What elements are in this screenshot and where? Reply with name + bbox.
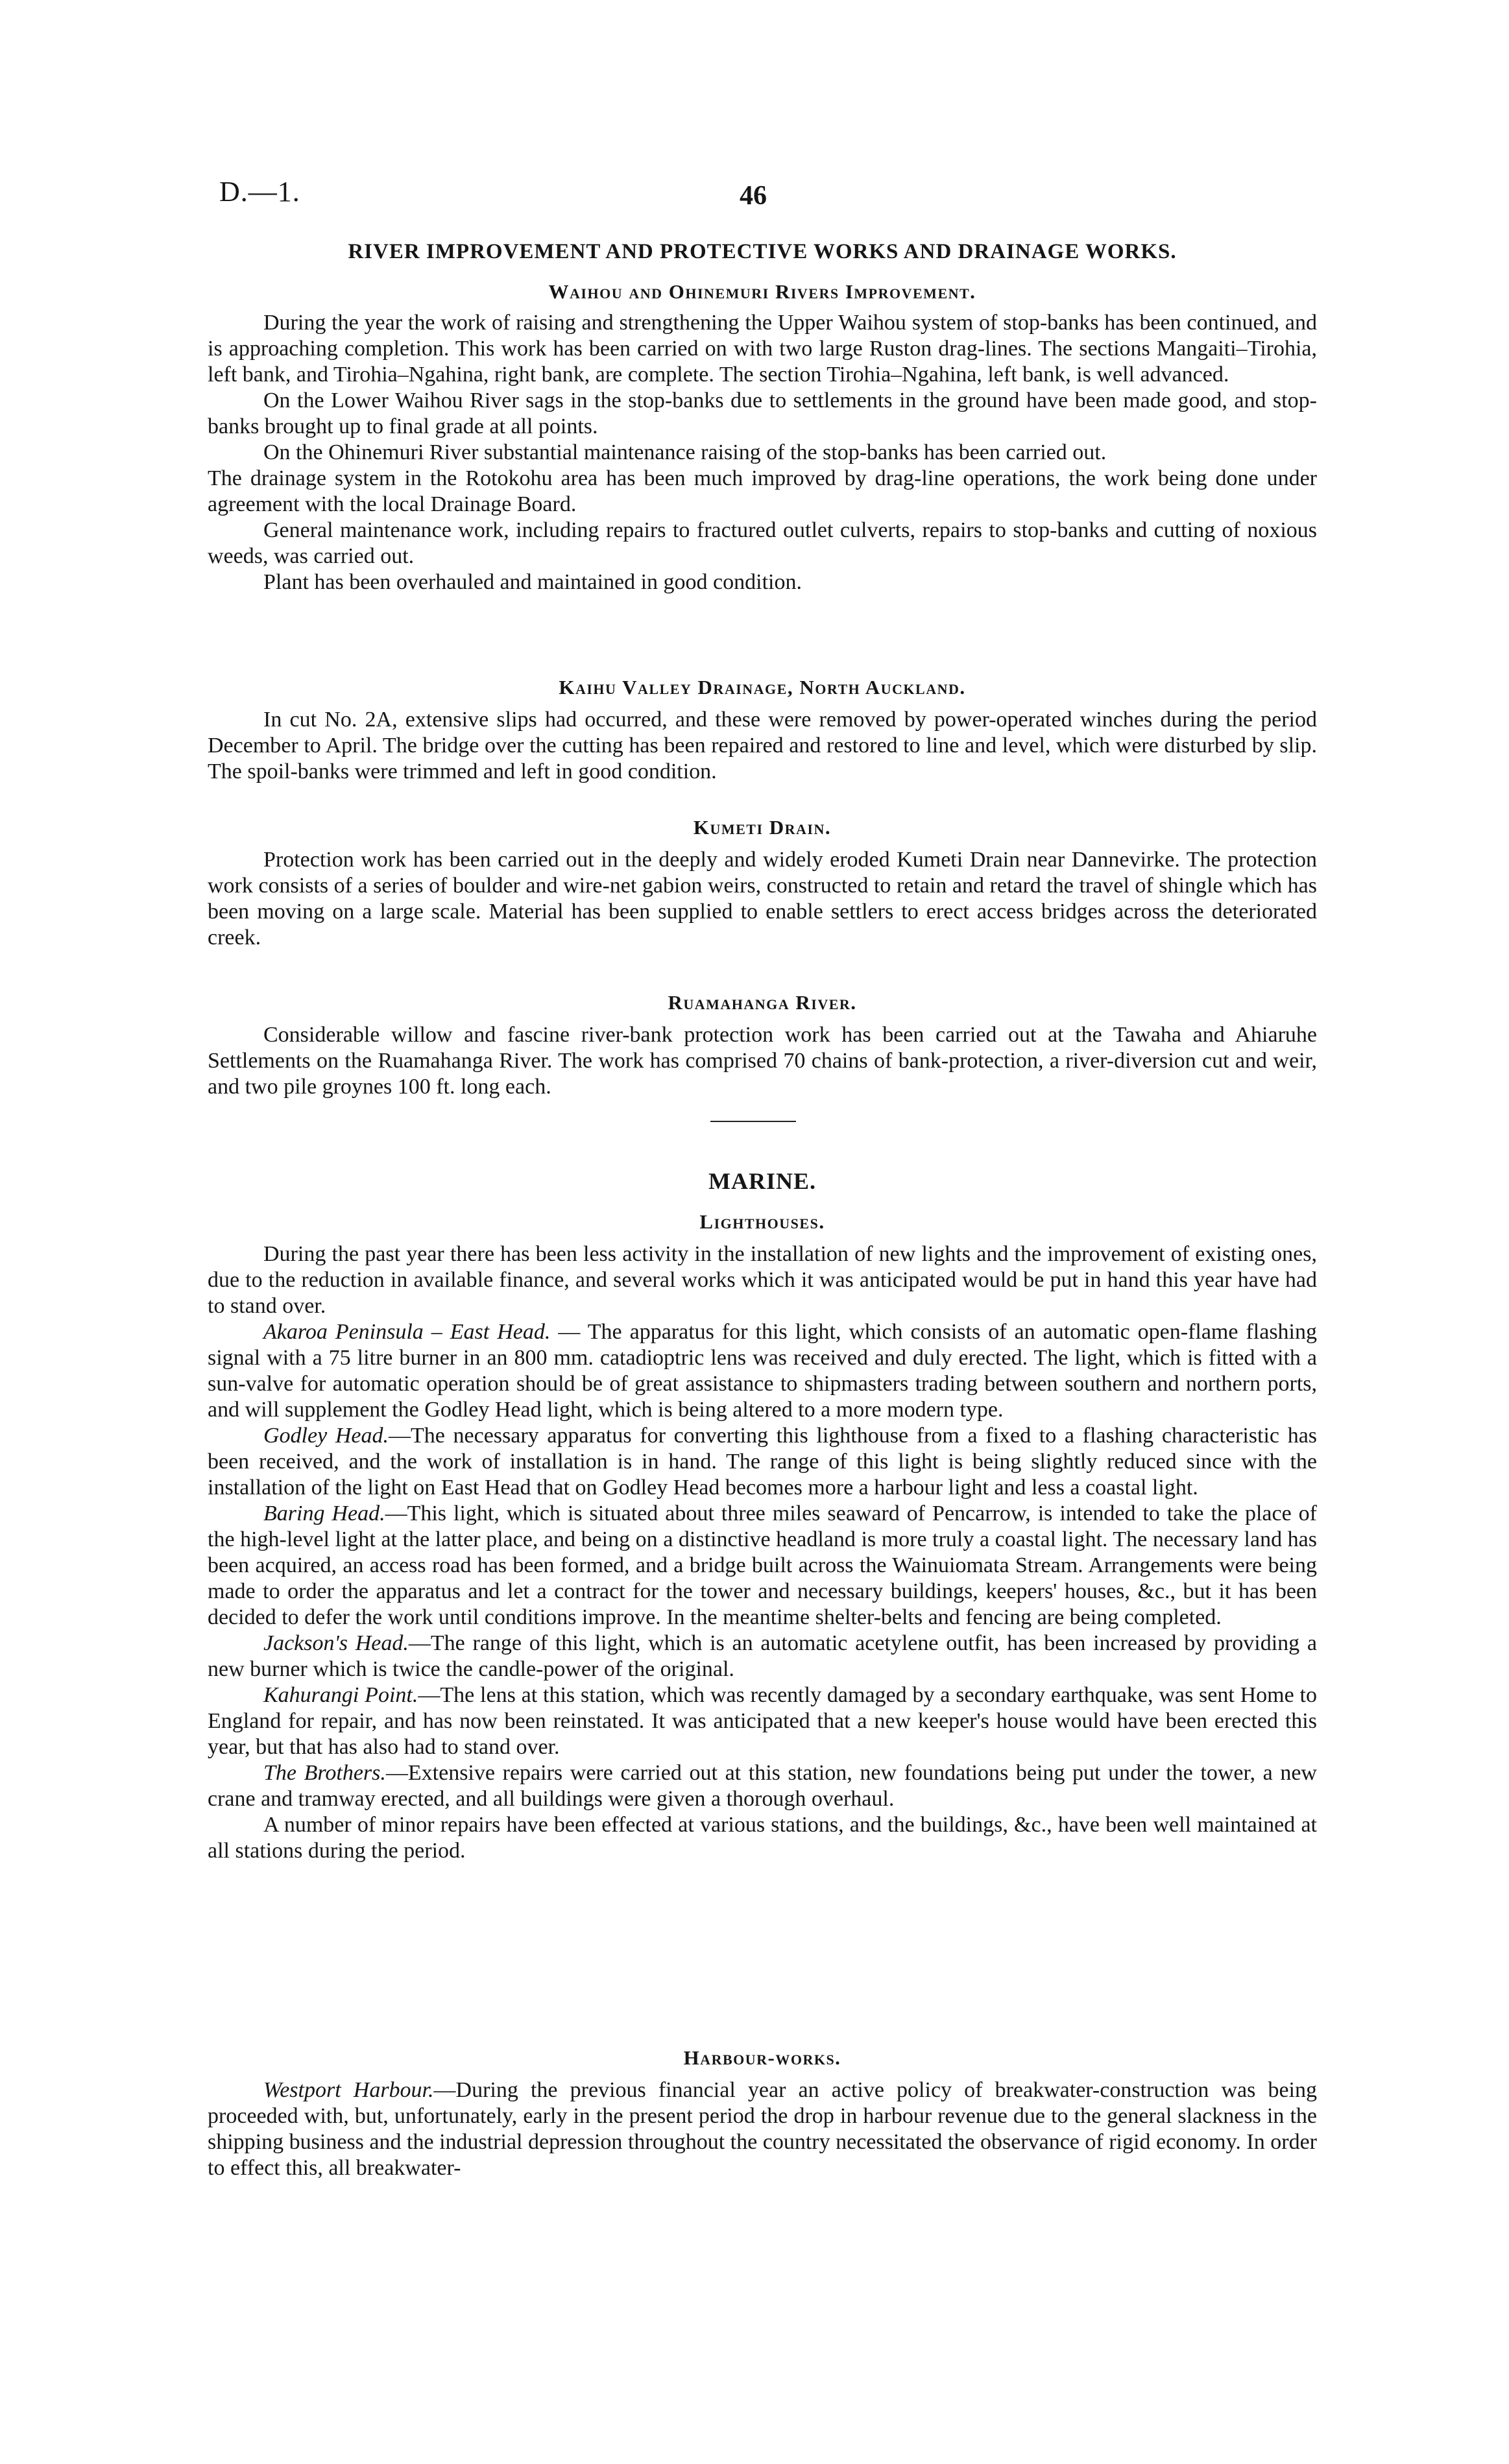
entry-text: —This light, which is situated about three miles seaward of Pencarrow, is intended to take the place of the high-level light at the latter place, and being on a distinctive headland is more truly a coastal light. The necessary land has been acquired, an access road has been formed, and a bridge built across the Wainuiomata Stream. Arrangements were being made to order the apparatus and let a contract for the tower and necessary buildings, keepers' houses, &c., but it has been decided to defer the work until conditions improve. In the meantime shelter-belts and fencing are being completed. xyxy=(208,1501,1318,1629)
entry-text: —The range of this light, which is an automatic acetylene outfit, has been increased by providing a new burner which is twice the candle-power of the original. xyxy=(208,1631,1318,1681)
paragraph: General maintenance work, including repairs to fractured outlet culverts, repairs to stop-banks and cutting of noxious weeds, was carried out. xyxy=(208,518,1317,568)
subheading-ruamahanga: Ruamahanga River. xyxy=(668,991,857,1014)
river-section-title-block xyxy=(208,240,1317,264)
kaihu-block xyxy=(208,676,1317,785)
paragraph: The drainage system in the Rotokohu area has been much improved by drag-line operations, the work being done under agreement with the local Drainage Board. xyxy=(208,466,1317,516)
document-reference: D.—1. xyxy=(219,176,300,208)
paragraph: On the Lower Waihou River sags in the stop-banks due to settlements in the ground have been made good, and stop-banks brought up to final grade at all points. xyxy=(208,389,1317,438)
lighthouse-entry xyxy=(208,1423,1317,1501)
subheading-lighthouses: Lighthouses. xyxy=(699,1210,825,1233)
paragraph: A number of minor repairs have been effected at various stations, and the buildings, &c., have been well maintained at all stations during the period. xyxy=(208,1813,1317,1863)
lighthouse-entry xyxy=(208,1760,1317,1812)
entry-label: Kahurangi Point. xyxy=(263,1683,418,1707)
entry-label: Akaroa Peninsula – East Head. xyxy=(263,1320,551,1344)
entry-text: —During the previous financial year an active policy of breakwater-construction was being proceeded with, but, unfortunately, early in the present period the drop in harbour revenue due to the general slackness in the shipping business and the industrial depression throughout the country necessitated the observance of rigid economy. In order to effect this, all breakwater- xyxy=(208,2078,1317,2180)
entry-text: —Extensive repairs were carried out at this station, new foundations being put under the tower, a new crane and tramway erected, and all buildings were given a thorough overhaul. xyxy=(208,1761,1317,1811)
harbour-entry xyxy=(208,2077,1317,2181)
subheading-waihou: Waihou and Ohinemuri Rivers Improvement. xyxy=(548,280,976,303)
paragraph: During the year the work of raising and strengthening the Upper Waihou system of stop-banks has been continued, and is approaching completion. This work has been carried on with two large Ruston drag-lines. The sections Mangaiti–Tirohia, left bank, and Tirohia–Ngahina, right bank, are complete. The section Tirohia–Ngahina, left bank, is well advanced. xyxy=(208,311,1317,387)
paragraph: On the Ohinemuri River substantial maintenance raising of the stop-banks has been carried out. xyxy=(263,440,1107,464)
entry-label: Jackson's Head. xyxy=(263,1631,409,1655)
paragraph: Considerable willow and fascine river-bank protection work has been carried out at the Tawaha and Ahiaruhe Settlements on the Ruamahanga River. The work has comprised 70 chains of bank-protection, a river-diversion cut and weir, and two pile groynes 100 ft. long each. xyxy=(208,1023,1317,1099)
subheading-kaihu: Kaihu Valley Drainage, North Auckland. xyxy=(559,676,966,699)
section-divider xyxy=(710,1121,796,1122)
entry-label: Baring Head. xyxy=(263,1501,385,1525)
paragraph: Plant has been overhauled and maintained in good condition. xyxy=(263,570,802,594)
paragraph: During the past year there has been less activity in the installation of new lights and the improvement of existing ones, due to the reduction in available finance, and several works which it was anticipated would be put in hand this year have had to stand over. xyxy=(208,1242,1317,1318)
entry-label: Godley Head. xyxy=(263,1424,389,1448)
lighthouse-entry xyxy=(208,1682,1317,1760)
page-number: 46 xyxy=(740,181,767,211)
lighthouse-entry xyxy=(208,1501,1317,1631)
entry-label: The Brothers. xyxy=(263,1761,386,1785)
subheading-kumeti: Kumeti Drain. xyxy=(693,816,832,839)
ruamahanga-block xyxy=(208,991,1317,1100)
entry-label: Westport Harbour. xyxy=(263,2078,434,2102)
marine-title-block xyxy=(208,1167,1317,1195)
paragraph: Protection work has been carried out in the deeply and widely eroded Kumeti Drain near Dannevirke. The protection work consists of a series of boulder and wire-net gabion weirs, constructed to retain and retard the travel of shingle which has been moving on a large scale. Material has been supplied to enable settlers to erect access bridges across the deteriorated creek. xyxy=(208,848,1317,950)
entry-text: —The lens at this station, which was recently damaged by a secondary earthquake, was sent Home to England for repair, and has now been reinstated. It was anticipated that a new keeper's house would have been erected this year, but that has also had to stand over. xyxy=(208,1683,1317,1759)
section-title-river: RIVER IMPROVEMENT AND PROTECTIVE WORKS AND DRAINAGE WORKS. xyxy=(348,240,1177,263)
section-title-marine: MARINE. xyxy=(708,1168,816,1194)
kumeti-block xyxy=(208,816,1317,951)
lighthouses-block xyxy=(208,1210,1317,1864)
waihou-block xyxy=(208,280,1317,595)
lighthouse-entry xyxy=(208,1319,1317,1423)
paragraph: In cut No. 2A, extensive slips had occurred, and these were removed by power-operated winches during the period December to April. The bridge over the cutting has been repaired and restored to line and level, which were disturbed by slip. The spoil-banks were trimmed and left in good condition. xyxy=(208,708,1317,783)
lighthouse-entry xyxy=(208,1631,1317,1682)
entry-text: — The apparatus for this light, which consists of an automatic open-flame flashing signal with a 75 litre burner in an 800 mm. catadioptric lens was received and duly erected. The light, which is fitted with a sun-valve for automatic operation should be of great assistance to shipmasters trading between southern and northern ports, and will supplement the Godley Head light, which is being altered to a more modern type. xyxy=(208,1320,1317,1422)
subheading-harbour: Harbour-works. xyxy=(683,2046,841,2069)
entry-text: —The necessary apparatus for converting this lighthouse from a fixed to a flashing characteristic has been received, and the work of installation is in hand. The range of this light is being slightly reduced since with the installation of the light on East Head that on Godley Head becomes more a harbour light and less a coastal light. xyxy=(208,1424,1318,1500)
harbour-block xyxy=(208,2046,1317,2181)
